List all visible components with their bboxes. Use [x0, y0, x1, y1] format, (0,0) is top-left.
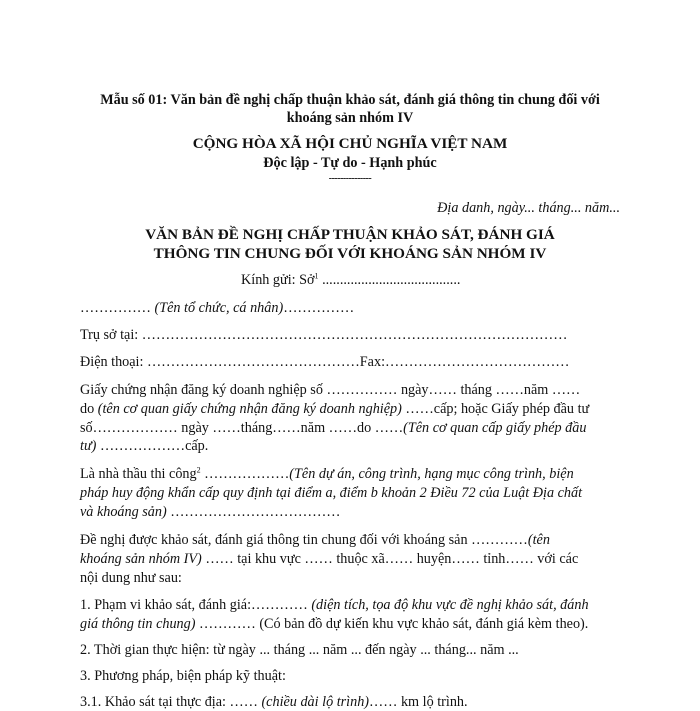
certificate-line2: do (tên cơ quan giấy chứng nhận đăng ký doanh nghiệp) ……cấp; hoặc Giấy phép đầu tư — [80, 401, 590, 417]
item31-line: 3.1. Khảo sát tại thực địa: …… (chiều dài lộ trình)…… km lộ trình. — [80, 694, 468, 710]
item3-line: 3. Phương pháp, biện pháp kỹ thuật: — [80, 668, 286, 684]
contractor-line1: Là nhà thầu thi công$^2$ ………………(Tên dự án, công trình, hạng mục công trình, biện — [80, 465, 574, 482]
request-line3: nội dung như sau: — [80, 570, 182, 586]
org-name-placeholder: (Tên tổ chức, cá nhân) — [154, 300, 284, 316]
document-title-line2: THÔNG TIN CHUNG ĐỐI VỚI KHOÁNG SẢN NHÓM IV — [153, 245, 547, 262]
certificate-line4: tư) ………………cấp. — [80, 438, 209, 454]
recipient-dots: ....................................... — [318, 272, 461, 288]
request-line1: Đề nghị được khảo sát, đánh giá thông tin chung đối với khoáng sản …………(tên — [80, 532, 550, 548]
address-line: Trụ sở tại: ……………………………………………………………………………… — [80, 327, 568, 343]
item1-line2: giá thông tin chung) ………… (Có bản đồ dự kiến khu vực khảo sát, đánh giá kèm theo). — [80, 616, 589, 632]
place-date: Địa danh, ngày... tháng... năm... — [437, 200, 620, 216]
item1-line1: 1. Phạm vi khảo sát, đánh giá:………… (diện tích, tọa độ khu vực đề nghị khảo sát, đánh — [80, 597, 589, 613]
recipient-prefix: Kính gửi: Sở — [241, 272, 315, 288]
recipient-line — [241, 271, 460, 289]
motto: Độc lập - Tự do - Hạnh phúc — [263, 155, 437, 171]
footnote-2: 2 — [196, 465, 201, 475]
certificate-line1: Giấy chứng nhận đăng ký doanh nghiệp số …………… ngày…… tháng ……năm …… — [80, 382, 581, 398]
request-line2: khoáng sản nhóm IV) …… tại khu vực …… thuộc xã…… huyện…… tỉnh…… với các — [80, 551, 579, 567]
org-name-line: …………… (Tên tổ chức, cá nhân)…………… — [80, 300, 355, 316]
contractor-line3: và khoáng sản) ……………………………… — [80, 504, 341, 520]
certificate-line3: số……………… ngày ……tháng……năm ……do ……(Tên cơ quan cấp giấy phép đầu — [80, 420, 587, 436]
contractor-line2: pháp huy động khẩn cấp quy định tại điểm a, điểm b khoản 2 Điều 72 của Luật Địa chất — [80, 485, 583, 501]
form-title-line1: Mẫu số 01: Văn bản đề nghị chấp thuận khảo sát, đánh giá thông tin chung đối với — [100, 92, 600, 108]
document-title-line1: VĂN BẢN ĐỀ NGHỊ CHẤP THUẬN KHẢO SÁT, ĐÁNH GIÁ — [145, 226, 555, 243]
footnote-1: 1 — [314, 271, 319, 281]
form-title-line2: khoáng sản nhóm IV — [286, 110, 414, 126]
country-name: CỘNG HÒA XÃ HỘI CHỦ NGHĨA VIỆT NAM — [192, 135, 508, 152]
divider: --------------- — [328, 173, 372, 184]
phone-fax-line: Điện thoại: ………………………………………Fax:………………………………… — [80, 354, 570, 370]
item2-line: 2. Thời gian thực hiện: từ ngày ... tháng ... năm ... đến ngày ... tháng... năm ... — [80, 642, 519, 658]
